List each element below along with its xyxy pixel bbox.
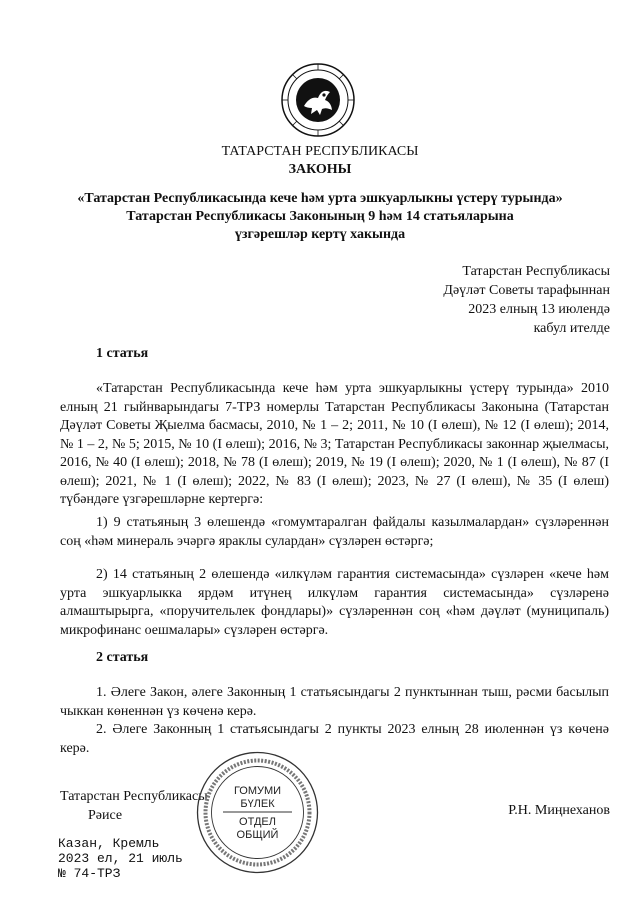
adoption-line: 2023 елның 13 июлендә xyxy=(468,302,610,317)
footer-number: № 74-ТРЗ xyxy=(58,866,121,881)
stamp-line: БҮЛЕК xyxy=(240,798,275,810)
tatarstan-coat-of-arms-icon xyxy=(280,62,356,138)
footer-date: 2023 ел, 21 июль xyxy=(58,851,183,866)
official-stamp xyxy=(195,750,320,875)
signatory-name: Р.Н. Миңнеханов xyxy=(508,803,610,818)
stamp-line: ГОМУМИ xyxy=(233,785,282,797)
adoption-note xyxy=(443,262,610,338)
law-title-line: үзгәрешләр кертү хакында xyxy=(234,227,406,242)
law-title-line: Татарстан Республикасы Законының 9 һәм 14 статьяларына xyxy=(126,209,514,224)
signatory-org: Татарстан Республикасы xyxy=(60,789,208,804)
article-1-intro: «Татарстан Республикасында кече һәм урта эшкуарлыкны үстерү турында» 2010 елның 21 гыйнварындагы 7-ТРЗ номерлы Татарстан Республикасы Законына (Татарстан Дәүләт Советы Җыелма басмасы, 2010, № 1 – 2; 2011, № 10 (I өлеш), № 12 (I өлеш); 2014, № 1 – 2, № 5; 2015, № 10 (I өлеш); 2016, № 3; Татарстан Республикасы законнар җыелмасы, 2016, № 40 (I өлеш); 2018, № 78 (I өлеш); 2019, № 19 (I өлеш); 2020, № 1 (I өлеш), № 87 (I өлеш); 2021, № 1 (I өлеш); 2022, № 83 (I өлеш); 2023, № 27 (I өлеш), № 35 (I өлеш) түбәндәге үзгәрешләрне кертергә: xyxy=(60,381,609,507)
stamp-line: ОТДЕЛ xyxy=(239,816,276,828)
law-title xyxy=(40,190,600,244)
adoption-line: Татарстан Республикасы xyxy=(462,264,610,279)
place-date-number xyxy=(58,836,183,881)
adoption-line: кабул ителде xyxy=(533,321,610,336)
adoption-line: Дәүләт Советы тарафыннан xyxy=(443,283,610,298)
signatory-title xyxy=(60,787,208,825)
law-title-line: «Татарстан Республикасында кече һәм урта эшкуарлыкны үстерү турында» xyxy=(77,191,563,206)
article-1-heading: 1 статья xyxy=(96,346,149,361)
footer-place: Казан, Кремль xyxy=(58,836,160,851)
document-type: ЗАКОНЫ xyxy=(288,162,352,177)
signatory-role: Рәисе xyxy=(88,808,123,823)
article-2-paragraph-2: 2. Әлеге Законның 1 статьясындагы 2 пункты 2023 елның 28 июленнән үз көченә керә. xyxy=(60,722,609,756)
article-1-item-2: 2) 14 статьяның 2 өлешендә «илкүләм гарантия системасында» сүзләрен «кече һәм урта эшкуарлыкка ярдәм итүнең илкүләм гарантия системасында» сүзләренә алмаштырырга, «поручительлек фондлары)» сүзләреннән соң «һәм дәүләт (муниципаль) микрофинанс оешмалары» сүзләрен өстәргә. xyxy=(60,567,609,638)
article-2-paragraph-1: 1. Әлеге Закон, әлеге Законның 1 статьясындагы 2 пунктыннан тыш, рәсми басылып чыккан көненнән үз көченә керә. xyxy=(60,685,609,719)
stamp-line: ОБЩИЙ xyxy=(236,829,279,841)
article-2-heading: 2 статья xyxy=(96,650,149,665)
republic-title: ТАТАРСТАН РЕСПУБЛИКАСЫ xyxy=(221,144,419,159)
article-1-item-1: 1) 9 статьяның 3 өлешендә «гомумтаралган файдалы казылмалардан» сүзләреннән соң «һәм минераль эчәргә яраклы сулардан» сүзләрен өстәргә; xyxy=(60,515,609,549)
